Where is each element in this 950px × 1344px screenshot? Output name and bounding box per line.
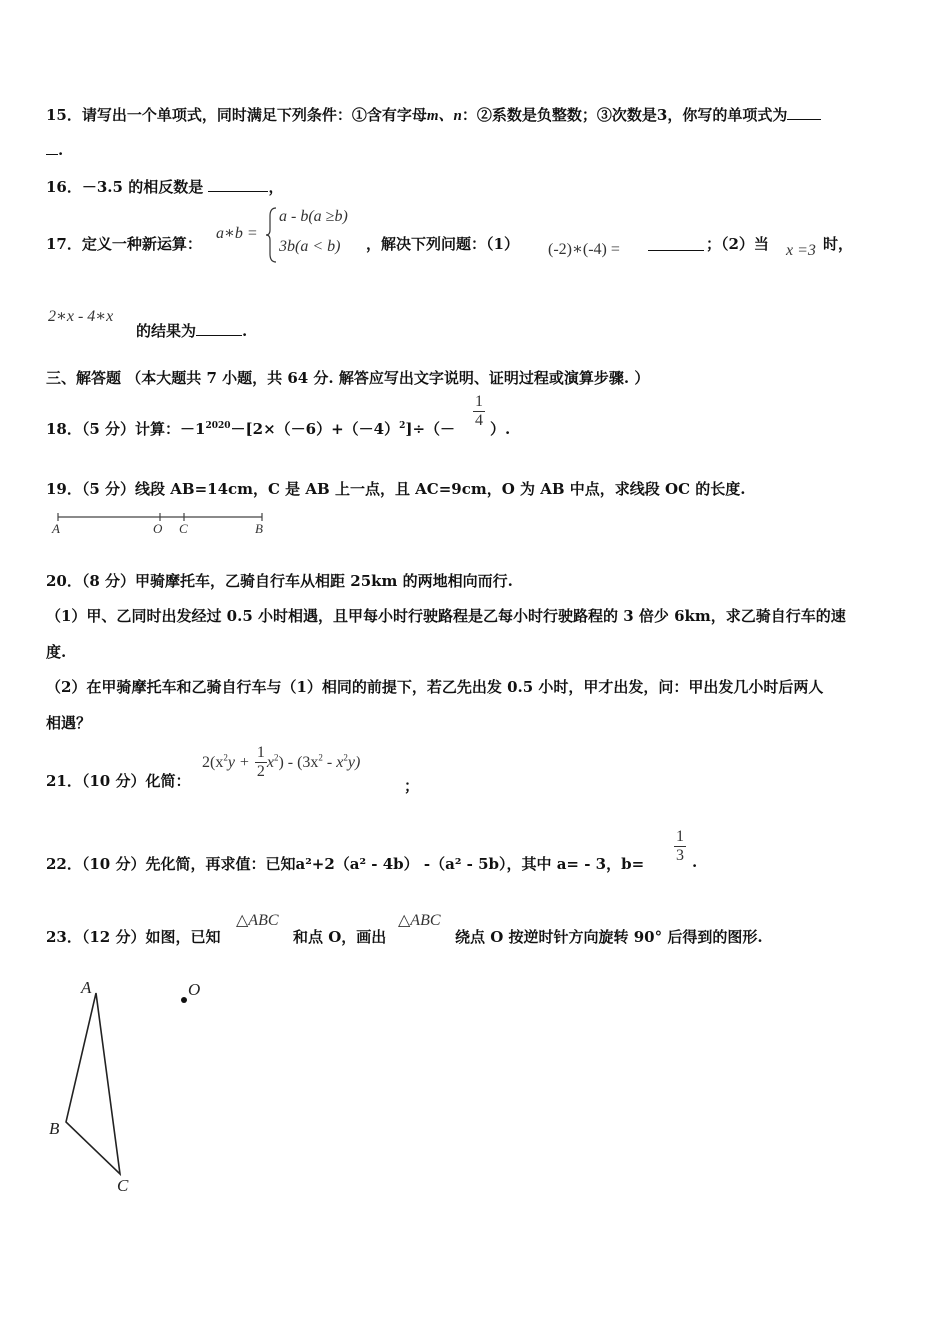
q17-operator: a∗b = bbox=[216, 225, 258, 242]
q17-text4: 时， bbox=[823, 235, 854, 253]
q15-line: 15．请写出一个单项式，同时满足下列条件：①含有字母m、n：②系数是负整数；③次数是3，你写的单项式为 bbox=[46, 104, 821, 125]
q15-answer-blank-1[interactable] bbox=[787, 105, 821, 120]
q17-expr1: (-2)∗(-4) = bbox=[548, 241, 620, 258]
q18-line: 18．（5 分）计算：$-1^{2020}-[2\times(-6)+(-4)^2]\div(-$ bbox=[46, 420, 456, 438]
label-b: B bbox=[255, 521, 263, 536]
q22-end: . bbox=[692, 853, 698, 871]
q23-triangle-2: △ABC bbox=[398, 912, 441, 929]
label-a: A bbox=[52, 521, 60, 536]
vertex-c-label: C bbox=[117, 1176, 129, 1195]
q17-brace bbox=[264, 206, 278, 264]
q17-case1: a - b(a ≥b) bbox=[279, 208, 348, 225]
q17-answer-blank-1[interactable] bbox=[648, 236, 704, 251]
q17-text3: ；（2）当 bbox=[706, 235, 769, 253]
q20-line5: 相遇？ bbox=[46, 714, 92, 732]
point-o bbox=[181, 997, 187, 1003]
label-c: C bbox=[179, 521, 188, 536]
q17-text2: ，解决下列问题：（1） bbox=[366, 235, 519, 253]
q20-line1: 20．（8 分）甲骑摩托车，乙骑自行车从相距 25km 的两地相向而行. bbox=[46, 572, 513, 590]
triangle-abc bbox=[66, 993, 120, 1174]
q16-line: 16．－3.5 的相反数是 ， bbox=[46, 178, 284, 196]
q21-expression: $2(x^2y$ + $\frac{1}{2}$ $x^2) - (3x^2 - x^2y)$ bbox=[202, 744, 361, 780]
q23-text3: 绕点 O 按逆时针方向旋转 90° 后得到的图形. bbox=[455, 928, 763, 946]
q20-line4: （2）在甲骑摩托车和乙骑自行车与（1）相同的前提下，若乙先出发 0.5 小时，甲才出发，问：甲出发几小时后两人 bbox=[46, 678, 824, 696]
q17-cond: x =3 bbox=[786, 242, 816, 259]
q17-answer-blank-2[interactable] bbox=[196, 321, 242, 336]
q20-line2: （1）甲、乙同时出发经过 0.5 小时相遇，且甲每小时行驶路程是乙每小时行驶路程的 3 倍少 6km，求乙骑自行车的速 bbox=[46, 607, 846, 625]
q21-label: 21．（10 分）化简： bbox=[46, 772, 191, 790]
q17-expr2: 2∗x - 4∗x bbox=[48, 308, 114, 325]
label-o: O bbox=[153, 521, 163, 536]
q21-end: ； bbox=[404, 777, 420, 795]
q22-line: 22．（10 分）先化简，再求值：已知a²+2（a² - 4b） -（a² - 5b），其中 a= - 3，b= bbox=[46, 855, 645, 873]
q21-fraction: $\frac{1}{2}$ bbox=[256, 744, 265, 780]
q23-triangle-1: △ABC bbox=[236, 912, 279, 929]
section3-heading: 三、解答题 （本大题共 7 小题，共 64 分. 解答应写出文字说明、证明过程或演算步骤. ） bbox=[46, 369, 650, 387]
q17-text5: 的结果为 . bbox=[136, 322, 248, 340]
point-o-label: O bbox=[188, 980, 201, 999]
q17-case2: 3b(a < b) bbox=[279, 238, 341, 255]
q23-text2: 和点 O，画出 bbox=[293, 928, 387, 946]
q15-answer-blank-2[interactable] bbox=[46, 140, 58, 155]
vertex-a-label: A bbox=[81, 978, 92, 997]
q22-fraction: $\frac{1}{3}$ bbox=[676, 828, 684, 864]
q19-segment-figure bbox=[46, 508, 276, 538]
q17-label: 17．定义一种新运算： bbox=[46, 235, 202, 253]
q19-line: 19．（5 分）线段 AB=14cm，C 是 AB 上一点，且 AC=9cm，O 为 AB 中点，求线段 OC 的长度. bbox=[46, 480, 746, 498]
vertex-b-label: B bbox=[49, 1119, 60, 1138]
q18-fraction: $\frac{1}{4}$ bbox=[475, 393, 483, 429]
q23-triangle-figure bbox=[40, 972, 220, 1197]
q18-end: ）. bbox=[490, 420, 511, 438]
q15-line2: . bbox=[46, 140, 63, 159]
q20-line3: 度. bbox=[46, 643, 67, 661]
q23-label: 23．（12 分）如图，已知 bbox=[46, 928, 221, 946]
q16-answer-blank[interactable] bbox=[208, 177, 268, 192]
